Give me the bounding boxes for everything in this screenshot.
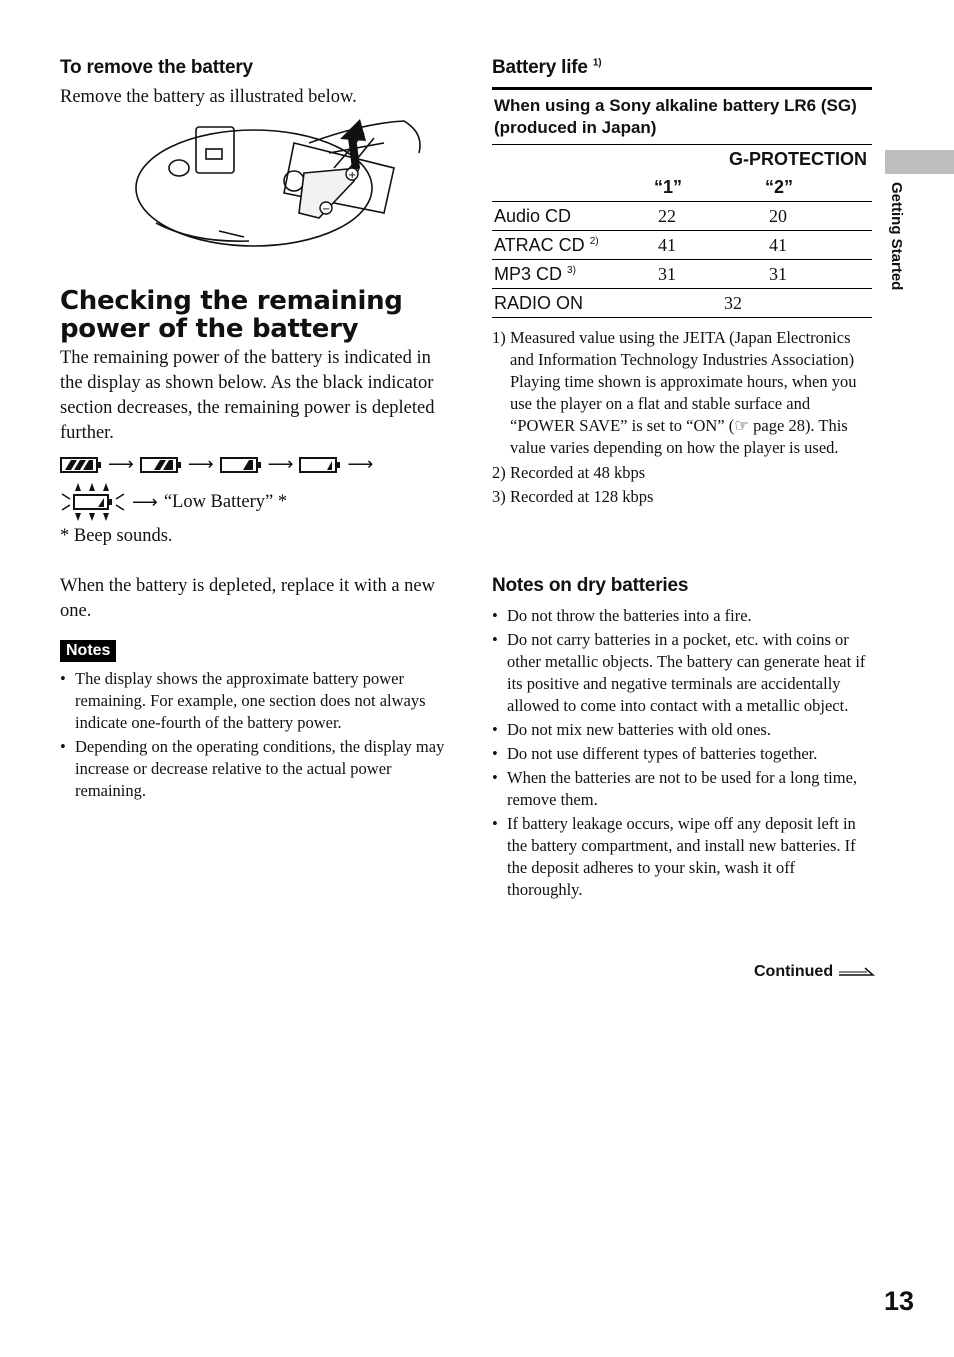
battery-life-table [492,87,872,318]
footnote-number: 1) [492,328,506,347]
continued-arrow-icon [839,966,875,978]
notes-badge: Notes [60,640,116,662]
replace-text: When the battery is depleted, replace it with a new one. [60,576,435,621]
battery-half-icon [220,455,262,475]
dry-batteries-list [492,605,872,901]
footnote-number: 2) [492,463,506,482]
svg-text:+: + [348,170,357,181]
section-tab-label: Getting Started [888,182,905,291]
cell: 41 [769,234,788,255]
list-item: • If battery leakage occurs, wipe off any deposit left in the battery compartment, and install new batteries. If the deposit adheres to your skin, wash it off thoroughly. [492,813,872,901]
page-number: 13 [884,1286,915,1316]
group-header: G-PROTECTION [729,148,867,169]
arrow-icon: ⟶ [108,454,134,474]
cell: 22 [658,205,676,226]
list-item: • Do not use different types of batteries together. [492,743,872,765]
footnote [492,486,872,508]
list-item: • Do not mix new batteries with old ones. [492,719,872,741]
footnote-text: Recorded at 48 kbps [510,463,646,482]
notes-badge-wrap [60,640,116,662]
cell: 41 [658,234,676,255]
row-label-text: MP3 CD [494,263,563,284]
battery-life-heading-text: Battery life [492,57,588,78]
list-item: • Depending on the operating conditions, the display may increase or decrease relative to the actual power remaining. [60,736,445,802]
table-row [492,260,872,289]
footnote-text: Recorded at 128 kbps [510,487,654,506]
list-item: • Do not throw the batteries into a fire. [492,605,872,627]
footnote-text: Measured value using the JEITA (Japan Electronics and Information Technology Industries Association) [510,328,855,369]
footnote-ref: 2) [589,235,599,247]
battery-life-heading [492,57,601,79]
battery-level-sequence [60,454,373,475]
low-battery-text: “Low Battery” * [163,491,288,512]
table-row [492,289,872,318]
battery-three-quarter-icon [140,455,182,475]
cell: 31 [769,263,788,284]
battery-low-icon [299,455,341,475]
footnote [492,371,872,459]
row-label [492,202,646,231]
arrow-icon: ⟶ [187,454,214,474]
list-item: • The display shows the approximate battery power remaining. For example, one section does not always indicate one-fourth of the battery power. [60,668,445,734]
battery-removal-illustration [134,113,430,251]
row-label-text: Audio CD [494,205,572,226]
continued-marker [754,963,875,981]
list-item: • When the batteries are not to be used for a long time, remove them. [492,767,872,811]
footnote [492,327,872,371]
intro-paragraph: The remaining power of the battery is indicated in the display as shown below. As the black indicator section decreases, the remaining power is depleted further. [60,348,435,443]
arrow-icon: ⟶ [347,454,374,474]
battery-empty-flashing-icon [60,482,126,522]
battery-life-footnote-ref: 1) [592,57,602,69]
footnote-text: Playing time shown is approximate hours, when you use the player on a flat and stable surface and “POWER SAVE” is set to “ON” (☞ page 28). This value varies depending on how the player is used. [510,372,857,457]
dry-batteries-heading: Notes on dry batteries [492,575,689,596]
cell: 32 [724,292,742,313]
row-label [492,231,646,260]
footnote-number: 3) [492,487,506,506]
arrow-icon: ⟶ [267,454,294,474]
table-row [492,231,872,260]
col-header-2: “2” [765,176,794,197]
remove-battery-heading: To remove the battery [60,57,253,78]
list-item: • Do not carry batteries in a pocket, etc. with coins or other metallic objects. The battery can generate heat if its positive and negative terminals are accidentally allowed to come into contact with a metallic object. [492,629,872,717]
low-battery-row [60,482,287,522]
notes-list [60,668,445,802]
row-label-text: ATRAC CD [494,234,585,255]
beep-note: * Beep sounds. [60,526,173,546]
footnote [492,462,872,484]
svg-text:−: − [322,204,331,215]
cell: 31 [658,263,676,284]
table-row [492,202,872,231]
row-label [492,260,646,289]
table-caption: When using a Sony alkaline battery LR6 (SG) (produced in Japan) [492,89,872,145]
section-title: Checking the remaining power of the battery [60,286,403,344]
footnotes [492,327,872,508]
continued-text: Continued [754,963,834,980]
arrow-icon: ⟶ [132,491,158,512]
battery-full-icon [60,455,102,475]
cell: 20 [769,205,788,226]
footnote-ref: 3) [567,264,576,276]
section-tab-marker [885,150,954,174]
col-header-1: “1” [654,176,683,197]
remove-battery-text: Remove the battery as illustrated below. [60,87,357,107]
row-label: RADIO ON [494,292,584,313]
